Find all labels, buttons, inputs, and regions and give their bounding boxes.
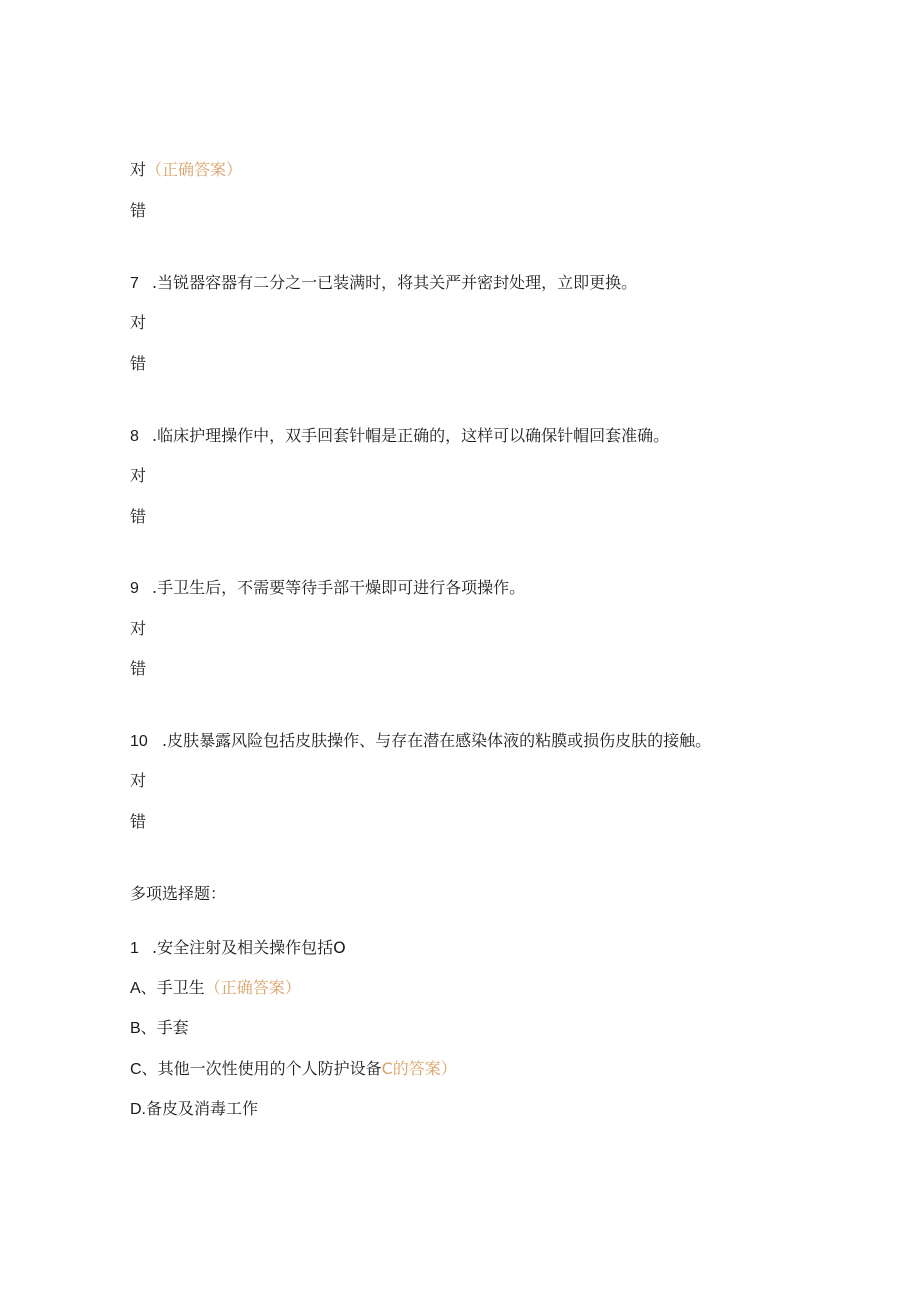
option-true-row	[130, 160, 242, 180]
option-true-row	[130, 771, 146, 791]
option-text: 备皮及消毒工作	[146, 1099, 259, 1118]
option-text: 手卫生	[156, 978, 205, 997]
option-false-label: 错	[130, 201, 147, 220]
question-text: .皮肤暴露风险包括皮肤操作、与存在潜在感染体液的粘膜或损伤皮肤的接触。	[162, 731, 712, 750]
question-number: 7	[130, 275, 139, 292]
option-false-row	[130, 812, 146, 832]
option-false-label: 错	[130, 812, 147, 831]
option-text: 手套	[156, 1018, 189, 1037]
question-text: .手卫生后，不需要等待手部干燥即可进行各项操作。	[152, 578, 526, 597]
option-true-label: 对	[130, 160, 147, 179]
option-false-row	[130, 354, 146, 374]
question-9	[130, 578, 525, 599]
option-letter: D.	[130, 1101, 146, 1118]
option-true-label: 对	[130, 313, 147, 332]
option-false-label: 错	[130, 354, 147, 373]
question-number: 8	[130, 428, 139, 445]
option-true-label: 对	[130, 466, 147, 485]
option-true-row	[130, 619, 146, 639]
option-false-row	[130, 201, 146, 221]
option-true-label: 对	[130, 771, 147, 790]
option-text: 其他一次性使用的个人防护设备	[157, 1059, 382, 1078]
question-text: .安全注射及相关操作包括O	[152, 938, 346, 957]
question-10	[130, 731, 711, 752]
option-false-row	[130, 507, 146, 527]
correct-answer-mark: （正确答案）	[204, 978, 301, 997]
mc-question-1	[130, 938, 346, 959]
option-d-row	[130, 1099, 258, 1120]
question-7	[130, 273, 637, 294]
question-8	[130, 426, 669, 447]
option-true-row	[130, 313, 146, 333]
question-text: .当锐器容器有二分之一已装满时，将其关严并密封处理，立即更换。	[152, 273, 638, 292]
option-letter: B、	[130, 1020, 157, 1037]
option-false-label: 错	[130, 659, 147, 678]
question-number: 9	[130, 580, 139, 597]
correct-answer-mark: C的答案）	[381, 1059, 457, 1078]
option-c-row	[130, 1059, 457, 1080]
option-letter: C、	[130, 1061, 158, 1078]
option-letter: A、	[130, 980, 157, 997]
question-number: 1	[130, 940, 139, 957]
option-true-row	[130, 466, 146, 486]
correct-answer-mark: （正确答案）	[146, 160, 243, 179]
option-a-row	[130, 978, 301, 999]
option-b-row	[130, 1018, 189, 1039]
question-text: .临床护理操作中，双手回套针帽是正确的，这样可以确保针帽回套准确。	[152, 426, 670, 445]
option-false-row	[130, 659, 146, 679]
option-true-label: 对	[130, 619, 147, 638]
option-false-label: 错	[130, 507, 147, 526]
question-number: 10	[130, 733, 148, 750]
section-heading: 多项选择题：	[130, 884, 227, 903]
